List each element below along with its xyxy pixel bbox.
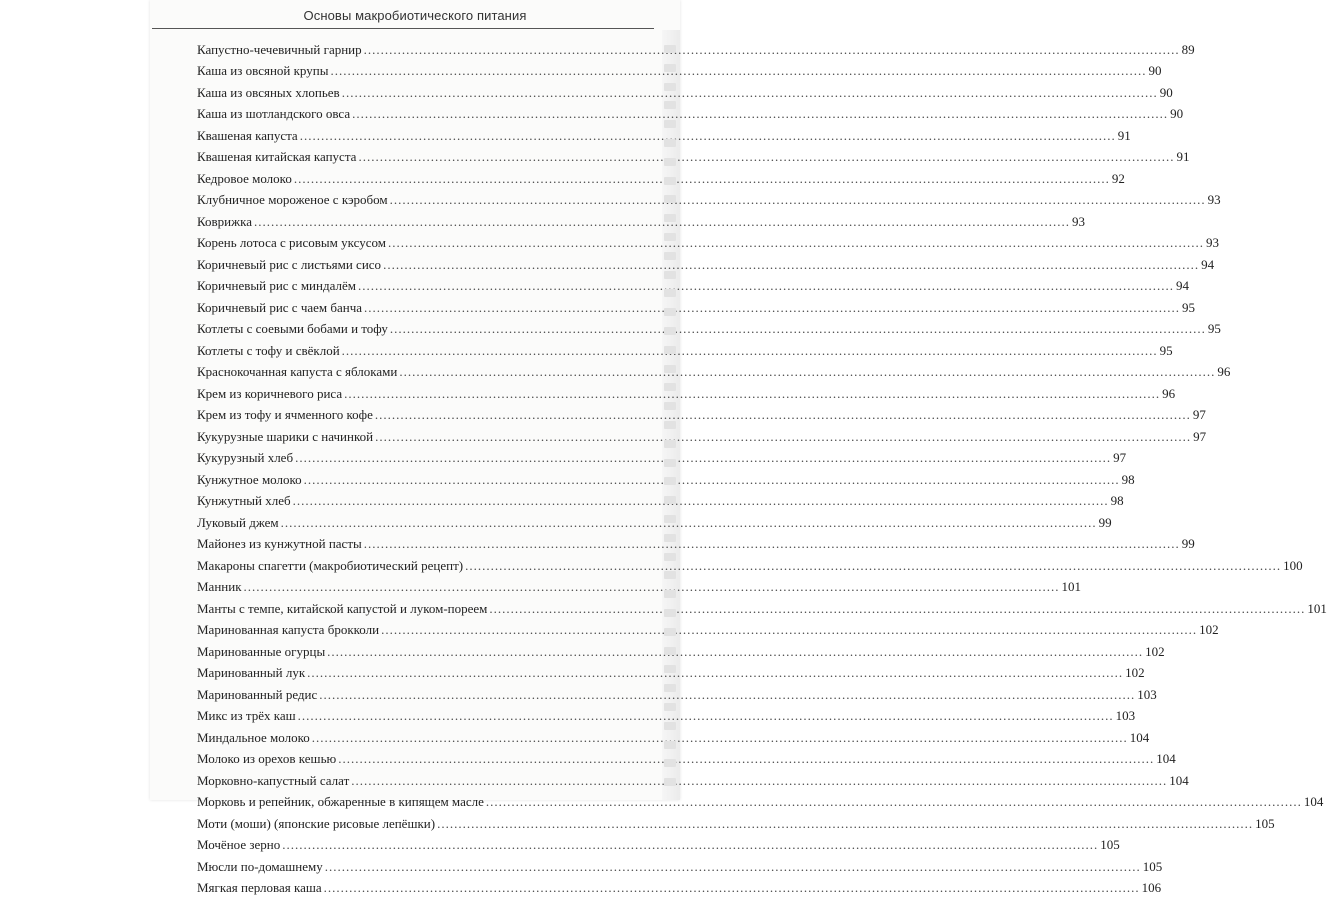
dot-leader bbox=[364, 297, 1180, 319]
toc-entry-page: 91 bbox=[1176, 149, 1190, 164]
toc-entry bbox=[197, 555, 1303, 577]
toc-entry bbox=[197, 727, 1150, 749]
toc-entry-page: 106 bbox=[1141, 880, 1162, 895]
page-edge-mark bbox=[664, 289, 676, 297]
toc-entry-page: 91 bbox=[1117, 127, 1131, 143]
toc-entry-title: Маринованный лук bbox=[197, 665, 306, 680]
page-edge-mark bbox=[664, 722, 676, 730]
page-edge-mark bbox=[664, 158, 676, 166]
toc-entry bbox=[197, 232, 1219, 254]
toc-entry bbox=[197, 125, 1131, 147]
page-edge-mark bbox=[664, 214, 676, 222]
toc-entry bbox=[197, 684, 1157, 706]
toc-entry-title: Кунжутный хлеб bbox=[197, 493, 291, 508]
toc-entry-page: 89 bbox=[1181, 41, 1195, 57]
toc-entry-title: Каша из овсяных хлопьев bbox=[197, 84, 340, 100]
dot-leader bbox=[375, 426, 1191, 448]
page-edge-mark bbox=[664, 440, 676, 448]
toc-entry-page: 105 bbox=[1142, 858, 1163, 874]
page-edge-mark bbox=[664, 45, 676, 53]
toc-entry-title: Мочёное зерно bbox=[197, 837, 281, 852]
page-edge-mark bbox=[664, 120, 676, 128]
page-edge-mark bbox=[664, 741, 676, 749]
toc-entry-page: 104 bbox=[1156, 751, 1176, 766]
page-edge-mark bbox=[664, 534, 676, 542]
toc-entry-title: Молоко из орехов кешью bbox=[197, 751, 337, 766]
toc-entry bbox=[197, 189, 1221, 211]
dot-leader bbox=[327, 641, 1143, 663]
dot-leader bbox=[294, 168, 1110, 190]
page-edge-mark bbox=[664, 346, 676, 354]
header-rule bbox=[152, 28, 654, 29]
toc-entry-title: Мюсли по-домашнему bbox=[197, 858, 323, 874]
toc-entry-title: Маринованная капуста брокколи bbox=[197, 622, 380, 637]
toc-entry bbox=[197, 103, 1184, 125]
toc-entry-page: 103 bbox=[1137, 686, 1157, 702]
toc-entry bbox=[197, 533, 1195, 555]
page-edge-mark bbox=[664, 365, 676, 373]
page-edge-mark bbox=[664, 271, 676, 279]
page-edge-mark bbox=[664, 553, 676, 561]
page-edge-mark bbox=[664, 233, 676, 241]
page-edge-mark bbox=[664, 628, 676, 636]
dot-leader bbox=[342, 82, 1158, 104]
dot-leader bbox=[312, 727, 1128, 749]
toc-entry-page: 93 bbox=[1207, 192, 1221, 207]
toc-entry-title: Кукурузный хлеб bbox=[197, 450, 294, 465]
page-edge-mark bbox=[664, 327, 676, 335]
toc-entry bbox=[197, 39, 1195, 61]
toc-entry bbox=[197, 877, 1162, 899]
dot-leader bbox=[307, 662, 1123, 684]
page-edge-mark bbox=[664, 195, 676, 203]
toc-entry-title: Манты с темпе, китайской капустой и луком-пореем bbox=[197, 600, 488, 616]
toc-entry bbox=[197, 168, 1125, 190]
toc-entry-page: 102 bbox=[1199, 622, 1219, 637]
toc-entry-page: 100 bbox=[1283, 557, 1303, 573]
dot-leader bbox=[399, 361, 1215, 383]
toc-entry bbox=[197, 426, 1207, 448]
dot-leader bbox=[358, 275, 1174, 297]
toc-entry-title: Морковно-капустный салат bbox=[197, 772, 350, 788]
toc-entry-title: Коричневый рис с листьями сисо bbox=[197, 256, 382, 272]
toc-entry-page: 95 bbox=[1182, 299, 1196, 315]
toc-entry bbox=[197, 60, 1162, 82]
toc-entry-page: 104 bbox=[1169, 772, 1189, 788]
toc-entry-title: Капустно-чечевичный гарнир bbox=[197, 41, 362, 57]
toc-entry-title: Кунжутное молоко bbox=[197, 471, 302, 487]
dot-leader bbox=[489, 598, 1305, 620]
dot-leader bbox=[364, 533, 1180, 555]
dot-leader bbox=[319, 684, 1135, 706]
toc-entry-title: Каша из овсяной крупы bbox=[197, 63, 329, 78]
toc-entry-page: 90 bbox=[1170, 106, 1184, 121]
dot-leader bbox=[344, 383, 1160, 405]
toc-entry-page: 94 bbox=[1175, 278, 1189, 293]
toc-entry-title: Коричневый рис с чаем банча bbox=[197, 299, 363, 315]
dot-leader bbox=[364, 39, 1180, 61]
page-edge-mark bbox=[664, 459, 676, 467]
page-edge-mark bbox=[664, 421, 676, 429]
toc-entry-page: 95 bbox=[1207, 321, 1221, 336]
toc-entry-title: Луковый джем bbox=[197, 514, 279, 530]
dot-leader bbox=[254, 211, 1070, 233]
page-edge-mark bbox=[664, 83, 676, 91]
toc-entry-title: Корень лотоса с рисовым уксусом bbox=[197, 235, 386, 250]
toc-entry bbox=[197, 641, 1165, 663]
toc-entry bbox=[197, 447, 1127, 469]
page-edge-mark bbox=[664, 647, 676, 655]
page-edge-mark bbox=[664, 101, 676, 109]
toc-entry bbox=[197, 834, 1120, 856]
toc-entry bbox=[197, 598, 1327, 620]
dot-leader bbox=[304, 469, 1120, 491]
toc-entry bbox=[197, 469, 1135, 491]
toc-entry-page: 96 bbox=[1217, 364, 1231, 379]
toc-entry bbox=[197, 856, 1163, 878]
toc-entry-page: 93 bbox=[1205, 235, 1219, 250]
toc-entry bbox=[197, 813, 1275, 835]
toc-entry-page: 96 bbox=[1162, 385, 1176, 401]
toc-entry-title: Макароны спагетти (макробиотический рецепт) bbox=[197, 557, 464, 573]
toc-entry-title: Котлеты с тофу и свёклой bbox=[197, 342, 340, 358]
page-edge-mark bbox=[664, 496, 676, 504]
toc-entry-title: Коврижка bbox=[197, 213, 252, 229]
toc-entry-page: 95 bbox=[1159, 342, 1173, 358]
dot-leader bbox=[324, 877, 1140, 899]
toc-entry-title: Миндальное молоко bbox=[197, 729, 310, 745]
page-edge-mark bbox=[664, 665, 676, 673]
toc-entry-page: 97 bbox=[1113, 450, 1127, 465]
toc-entry-title: Квашеная капуста bbox=[197, 127, 298, 143]
toc-entry-page: 105 bbox=[1255, 815, 1275, 831]
toc-entry-title: Кедровое молоко bbox=[197, 170, 292, 186]
dot-leader bbox=[388, 232, 1204, 254]
page-edge-mark bbox=[664, 590, 676, 598]
dot-leader bbox=[338, 748, 1154, 770]
dot-leader bbox=[300, 125, 1116, 147]
dot-leader bbox=[330, 60, 1146, 82]
toc-entry-page: 105 bbox=[1100, 837, 1120, 852]
toc-entry bbox=[197, 770, 1189, 792]
toc-entry bbox=[197, 748, 1176, 770]
table-of-contents bbox=[197, 39, 1327, 899]
page-edge-mark bbox=[664, 383, 676, 391]
dot-leader bbox=[325, 856, 1141, 878]
dot-leader bbox=[281, 512, 1097, 534]
toc-entry-page: 104 bbox=[1303, 794, 1324, 809]
toc-entry-title: Маринованные огурцы bbox=[197, 643, 326, 659]
toc-entry-title: Коричневый рис с миндалём bbox=[197, 278, 356, 293]
toc-entry bbox=[197, 404, 1206, 426]
page-edge-mark bbox=[664, 703, 676, 711]
toc-entry bbox=[197, 619, 1219, 641]
toc-entry-page: 102 bbox=[1125, 665, 1145, 680]
toc-entry bbox=[197, 318, 1221, 340]
page-edge-mark bbox=[664, 64, 676, 72]
dot-leader bbox=[282, 834, 1098, 856]
page-edge-mark bbox=[664, 571, 676, 579]
toc-entry-page: 98 bbox=[1121, 471, 1135, 487]
toc-entry bbox=[197, 705, 1136, 727]
toc-entry-title: Крем из коричневого риса bbox=[197, 385, 343, 401]
page-edge-mark bbox=[664, 308, 676, 316]
page-edge-mark bbox=[664, 177, 676, 185]
dot-leader bbox=[351, 770, 1167, 792]
dot-leader bbox=[383, 254, 1199, 276]
toc-entry bbox=[197, 340, 1173, 362]
dot-leader bbox=[244, 576, 1060, 598]
toc-entry-page: 101 bbox=[1307, 600, 1327, 616]
toc-entry-title: Мягкая перловая каша bbox=[197, 880, 322, 895]
dot-leader bbox=[358, 146, 1174, 168]
toc-entry bbox=[197, 791, 1324, 813]
toc-entry-title: Морковь и репейник, обжаренные в кипящем масле bbox=[197, 794, 484, 809]
toc-entry-title: Майонез из кунжутной пасты bbox=[197, 536, 362, 551]
toc-entry-title: Котлеты с соевыми бобами и тофу bbox=[197, 321, 388, 336]
toc-entry bbox=[197, 146, 1190, 168]
page-edge-mark bbox=[664, 515, 676, 523]
page-edge-mark bbox=[664, 609, 676, 617]
toc-entry-page: 93 bbox=[1072, 213, 1085, 229]
toc-entry-title: Маринованный редис bbox=[197, 686, 318, 702]
toc-entry-page: 94 bbox=[1201, 256, 1215, 272]
dot-leader bbox=[390, 189, 1206, 211]
toc-entry-title: Каша из шотландского овса bbox=[197, 106, 351, 121]
toc-entry-page: 103 bbox=[1115, 708, 1136, 723]
page-edge-mark bbox=[664, 759, 676, 767]
dot-leader bbox=[295, 447, 1111, 469]
toc-entry-page: 102 bbox=[1145, 643, 1165, 659]
toc-entry bbox=[197, 383, 1176, 405]
toc-entry-page: 97 bbox=[1192, 407, 1206, 422]
dot-leader bbox=[390, 318, 1206, 340]
page-edge-mark bbox=[664, 402, 676, 410]
dot-leader bbox=[352, 103, 1168, 125]
running-header: Основы макробиотического питания bbox=[303, 8, 527, 23]
toc-entry bbox=[197, 361, 1231, 383]
toc-entry-page: 99 bbox=[1181, 536, 1195, 551]
toc-entry-page: 90 bbox=[1148, 63, 1162, 78]
toc-entry-title: Манник bbox=[197, 579, 242, 594]
toc-entry-title: Квашеная китайская капуста bbox=[197, 149, 357, 164]
toc-entry-page: 90 bbox=[1159, 84, 1173, 100]
dot-leader bbox=[437, 813, 1253, 835]
toc-entry bbox=[197, 275, 1189, 297]
toc-entry bbox=[197, 82, 1173, 104]
dot-leader bbox=[293, 490, 1109, 512]
dot-leader bbox=[342, 340, 1158, 362]
toc-entry bbox=[197, 297, 1196, 319]
page-edge-mark bbox=[664, 139, 676, 147]
page-edge-mark bbox=[664, 684, 676, 692]
toc-entry-title: Крем из тофу и ячменного кофе bbox=[197, 407, 373, 422]
dot-leader bbox=[298, 705, 1114, 727]
toc-entry-page: 98 bbox=[1110, 493, 1124, 508]
page-edge-mark bbox=[664, 778, 676, 786]
toc-entry bbox=[197, 576, 1082, 598]
toc-entry bbox=[197, 512, 1112, 534]
toc-entry bbox=[197, 662, 1145, 684]
page-edge-mark bbox=[664, 252, 676, 260]
dot-leader bbox=[465, 555, 1281, 577]
toc-entry-title: Моти (моши) (японские рисовые лепёшки) bbox=[197, 815, 436, 831]
toc-entry-page: 99 bbox=[1098, 514, 1112, 530]
toc-entry-title: Краснокочанная капуста с яблоками bbox=[197, 364, 398, 379]
toc-entry-page: 92 bbox=[1111, 170, 1125, 186]
toc-entry bbox=[197, 211, 1085, 233]
page-edge-mark bbox=[664, 477, 676, 485]
dot-leader bbox=[486, 791, 1302, 813]
toc-entry-title: Кукурузные шарики с начинкой bbox=[197, 428, 374, 444]
toc-entry-title: Микс из трёх каш bbox=[197, 708, 296, 723]
toc-entry-page: 97 bbox=[1193, 428, 1207, 444]
toc-entry-page: 101 bbox=[1061, 579, 1082, 594]
toc-entry-page: 104 bbox=[1129, 729, 1150, 745]
toc-entry-title: Клубничное мороженое с кэробом bbox=[197, 192, 388, 207]
toc-entry bbox=[197, 490, 1124, 512]
toc-entry bbox=[197, 254, 1215, 276]
dot-leader bbox=[381, 619, 1197, 641]
dot-leader bbox=[375, 404, 1191, 426]
